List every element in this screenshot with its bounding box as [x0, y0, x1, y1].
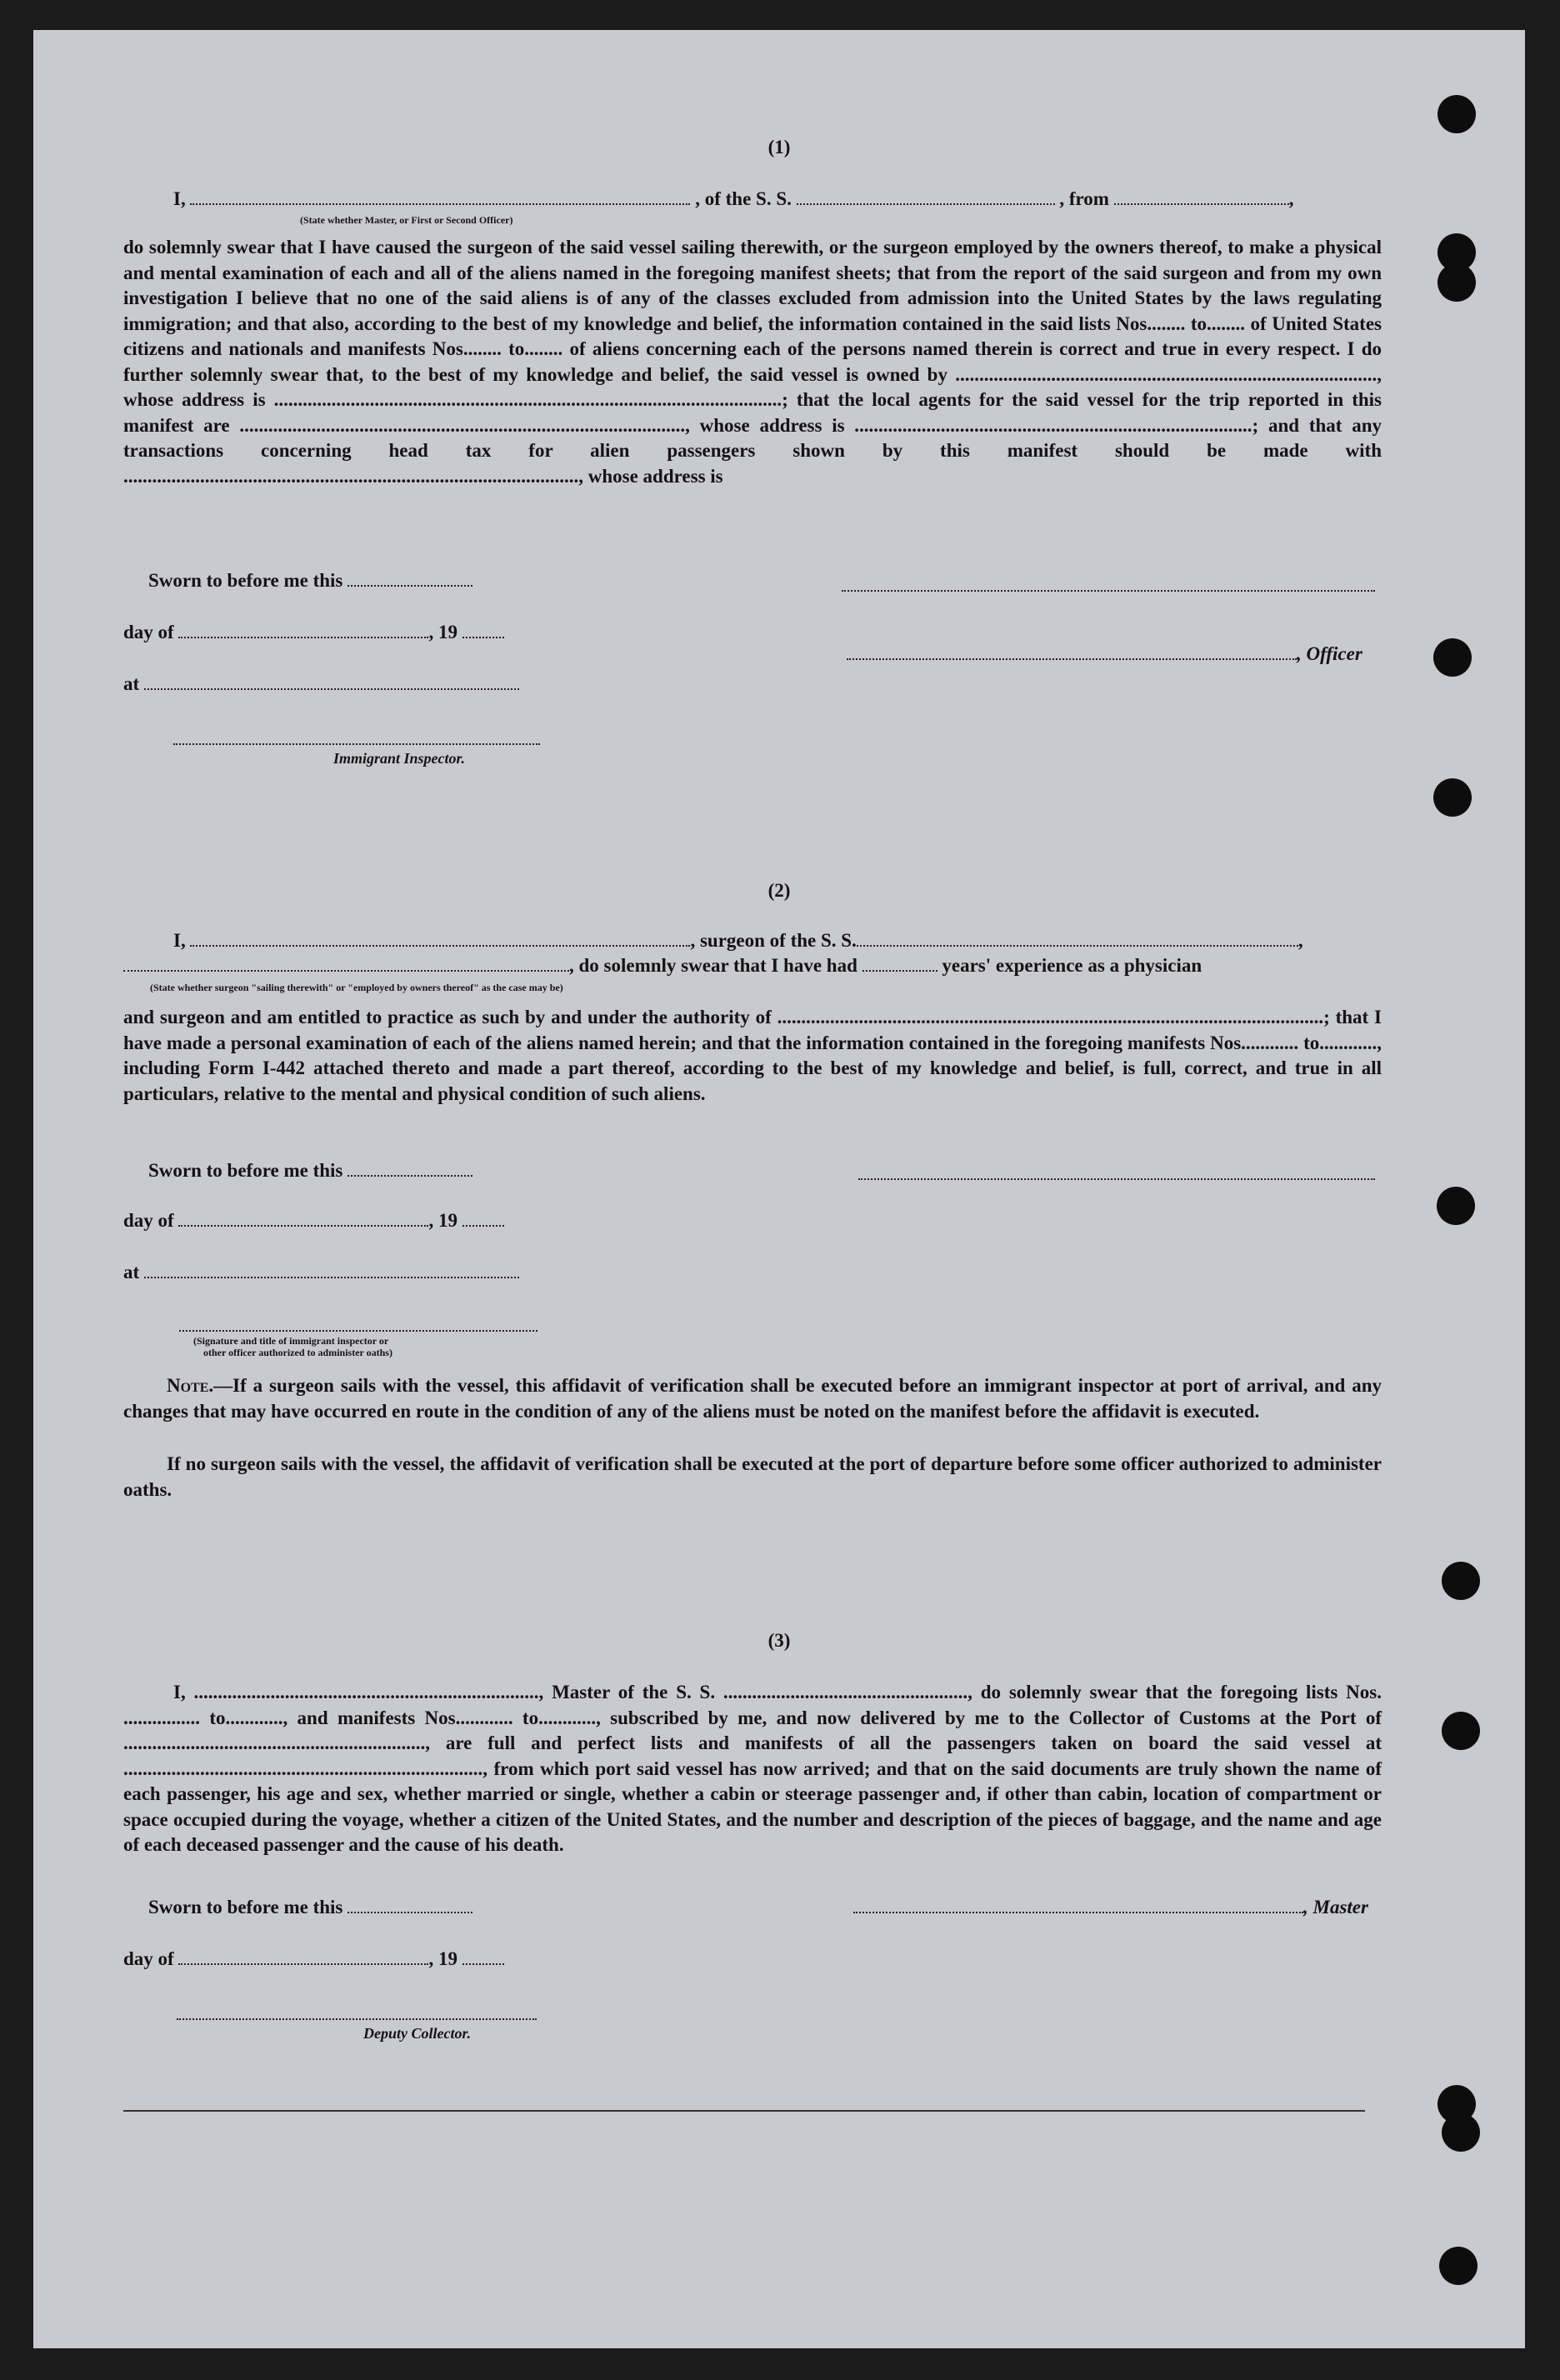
signature-line [858, 1178, 1375, 1180]
day-of-label: day of [123, 1948, 174, 1969]
sworn-label: Sworn to before me this [148, 1160, 343, 1181]
s2-day-of [123, 1210, 504, 1232]
punch-hole [1433, 638, 1472, 677]
blank-field [178, 1948, 428, 1965]
manifest-back-page [33, 30, 1525, 2348]
blank-field [462, 1210, 504, 1227]
s2-paragraph: and surgeon and am entitled to practice as such by and under the authority of ..................................................................................................................; that I have made a personal examination of each of the aliens named herein; and that the information contained in the foregoing manifests Nos............ to............, including Form I-442 attached thereto and made a part thereof, according to the best of my knowledge and belief, is full, correct, and true in all particulars, relative to the mental and physical condition of such aliens. [123, 1007, 1382, 1104]
punch-hole [1442, 1712, 1480, 1750]
punch-hole [1442, 2113, 1480, 2152]
punch-hole [1439, 2247, 1478, 2285]
s2-i: I, [173, 930, 186, 951]
sworn-label: Sworn to before me this [148, 570, 343, 591]
blank-field [144, 673, 519, 690]
s1-line1: I, , of the S. S. , from , [173, 188, 1294, 209]
s2-note: (State whether surgeon "sailing therewith" or "employed by owners thereof" as the case may be) [150, 982, 563, 993]
blank-field [862, 955, 938, 972]
blank-field [178, 622, 428, 638]
official-signature-line [179, 1330, 538, 1332]
s1-note: (State whether Master, or First or Second Officer) [300, 214, 513, 226]
section-number: (2) [768, 880, 791, 901]
s2-sig-note: (Signature and title of immigrant inspector or [193, 1335, 389, 1347]
s2-sworn [148, 1160, 472, 1182]
s1-paragraph: do solemnly swear that I have caused the surgeon of the said vessel sailing therewith, or the surgeon employed by the owners thereof, to make a physical and mental examination of each and all of the aliens named in the foregoing manifest sheets; that from the report of the said surgeon and from my own investigation I believe that no one of the said aliens is of any of the classes excluded from admission into the United States by the laws regulating immigration; and that also, according to the best of my knowledge and belief, the information contained in the said lists Nos........ to........ of United States citizens and nationals and manifests Nos........ to........ of aliens concerning each of the persons named therein is correct and true in every respect. I do further solemnly swear that, to the best of my knowledge and belief, the said vessel is owned by ........................................................................................, whose address is ..........................................................................................................; that the local agents for the said vessel for the trip reported in this manifest are ............................................................................................., whose address is ...................................................................................; and that any transactions concerning head tax for alien passengers shown by this manifest should be made with ..............................................................................................., whose address is [123, 237, 1382, 487]
inspector-label: Immigrant Inspector. [333, 750, 466, 767]
note-text: —If a surgeon sails with the vessel, this affidavit of verification shall be executed before an immigrant inspector at port of arrival, and any changes that may have occurred en route in the condition of any of the aliens must be noted on the manifest before the affidavit is executed. [123, 1375, 1382, 1422]
s1-i: I, [173, 188, 186, 209]
s1-day-of [123, 622, 504, 643]
signature-line [842, 590, 1375, 592]
blank-field [348, 570, 472, 587]
year-label: , 19 [428, 622, 458, 642]
s1-sworn [148, 570, 472, 592]
at-label: at [123, 673, 140, 694]
blank-field [190, 930, 690, 947]
officer-label: , Officer [1297, 643, 1362, 664]
note-text: If no surgeon sails with the vessel, the affidavit of verification shall be executed at the port of departure before some officer authorized to administer oaths. [123, 1453, 1382, 1500]
blank-field [144, 1262, 519, 1278]
blank-field [123, 955, 569, 972]
at-label: at [123, 1262, 140, 1282]
s1-of-ss: , of the S. S. [695, 188, 792, 209]
s3-paragraph: I, ........................................................................, Master of the S. S. ..................................................., do solemnly swear that the foregoing lists Nos. ................ to............, and manifests Nos............ to............, subscribed by me, and now delivered by me to the Collector of Customs at the Port of ..............................................................., are full and perfect lists and manifests of all the passengers taken on board the said vessel at ..........................................................................., from which port said vessel has now arrived; and that on the said documents are truly shown the name of each passenger, his age and sex, whether married or single, whether a cabin or steerage passenger and, if other than cabin, location of compartment or space occupied during the voyage, whether a citizen of the United States, and the number and description of the pieces of baggage, and the name and age of each deceased passenger and the cause of his death. [123, 1682, 1382, 1855]
s1-at [123, 673, 519, 695]
note-label: Note. [167, 1375, 214, 1396]
punch-hole [1438, 95, 1476, 133]
blank-field [847, 643, 1297, 660]
blank-field [462, 1948, 504, 1965]
blank-field [797, 188, 1055, 205]
s2-line1: I, , surgeon of the S. S. , [173, 930, 1303, 951]
day-of-label: day of [123, 622, 174, 642]
s3-sworn [148, 1897, 472, 1918]
blank-field [853, 1897, 1303, 1913]
blank-field [462, 622, 504, 638]
s2-at [123, 1262, 519, 1283]
year-label: , 19 [428, 1948, 458, 1969]
section-number: (1) [768, 137, 791, 158]
day-of-label: day of [123, 1210, 174, 1231]
s2-line2 [123, 955, 1202, 977]
sworn-label: Sworn to before me this [148, 1897, 343, 1918]
blank-field [190, 188, 690, 205]
s2-surgeon-of-ss: , surgeon of the S. S. [690, 930, 857, 951]
master-label: , Master [1303, 1897, 1368, 1918]
s1-officer [847, 643, 1362, 665]
blank-field [348, 1160, 472, 1177]
blank-field [1114, 188, 1289, 205]
punch-hole [1433, 778, 1472, 817]
punch-hole [1438, 263, 1476, 302]
blank-field [857, 930, 1298, 947]
s2-note-paragraph-2 [123, 1452, 1382, 1502]
s2-solemnly: , do solemnly swear that I have had [569, 955, 858, 976]
collector-signature-line [177, 2018, 537, 2020]
section-number: (3) [768, 1630, 791, 1651]
collector-label: Deputy Collector. [363, 2025, 471, 2042]
inspector-signature-line [173, 743, 540, 745]
year-label: , 19 [428, 1210, 458, 1231]
blank-field [178, 1210, 428, 1227]
punch-hole [1437, 1187, 1475, 1225]
s3-master [853, 1897, 1368, 1918]
s3-day-of [123, 1948, 504, 1970]
punch-hole [1442, 1562, 1480, 1600]
s2-sig-note: other officer authorized to administer oaths) [203, 1347, 392, 1358]
blank-field [348, 1897, 472, 1913]
s2-note-paragraph [123, 1373, 1382, 1424]
s1-from: , from [1059, 188, 1109, 209]
s2-years: years' experience as a physician [942, 955, 1202, 976]
bottom-rule [123, 2110, 1365, 2112]
